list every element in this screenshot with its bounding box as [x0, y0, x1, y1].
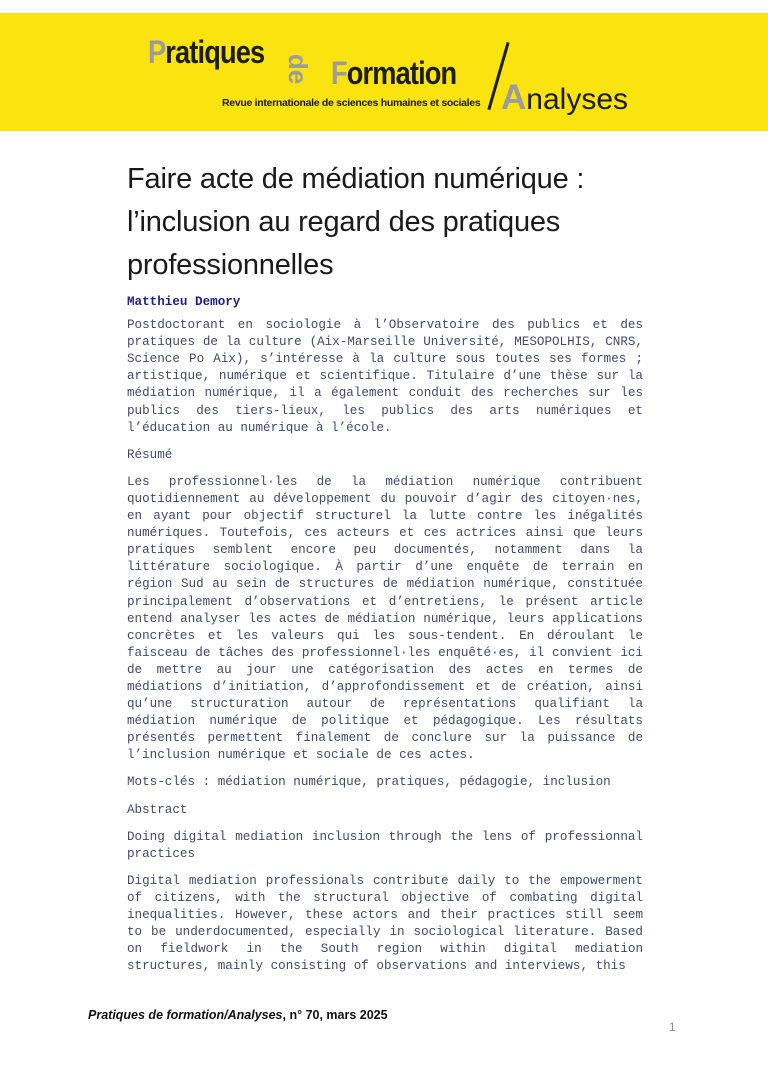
- logo-pratiques-initial: P: [148, 34, 166, 70]
- abstract-heading: Abstract: [127, 802, 188, 817]
- abstract-text: Digital mediation professionals contribute daily to the empowerment of citizens, with the structural objective of combating digital inequalities. However, these actors and their practices still seem to be underdocumented, especially in sociological literature. Based on fieldwork in the South region within digital mediation structures, mainly consisting of observations and interviews, this: [127, 873, 643, 974]
- logo-de-rotated: [283, 53, 315, 85]
- article-content: [127, 158, 643, 985]
- author-name: Matthieu Demory: [127, 295, 241, 309]
- footer-journal-name: Pratiques de formation/Analyses: [88, 1008, 283, 1022]
- logo-de-text: de: [283, 53, 314, 85]
- abstract-title: Doing digital mediation inclusion through the lens of professionnal practices: [127, 829, 643, 861]
- footer-issue-info: , n° 70, mars 2025: [282, 1008, 388, 1022]
- keywords-line: Mots-clés : médiation numérique, pratiques, pédagogie, inclusion: [127, 775, 611, 790]
- page-number: 1: [669, 1020, 676, 1034]
- resume-heading: Résumé: [127, 447, 173, 462]
- footer-journal-line: [88, 1008, 388, 1022]
- logo-analyses-initial: A: [501, 78, 527, 117]
- logo-analyses: [501, 80, 628, 115]
- logo-formation-rest: ormation: [346, 55, 457, 91]
- logo-pratiques-rest: ratiques: [165, 34, 265, 70]
- logo-formation-initial: F: [331, 55, 347, 91]
- logo-analyses-rest: nalyses: [526, 83, 628, 116]
- logo-formation: [331, 57, 456, 89]
- author-bio: Postdoctorant en sociologie à l’Observatoire des publics et des pratiques de la culture (Aix-Marseille Université, MESOPOLHIS, CNRS, Science Po Aix), s’intéresse à la culture sous toutes ses formes ; artistique, numérique et scientifique. Titulaire d’une thèse sur la médiation numérique, il a également conduit des recherches sur les publics des tiers-lieux, les publics des arts numériques et l’éducation au numérique à l’école.: [127, 318, 643, 435]
- journal-tagline: Revue internationale de sciences humaines et sociales: [222, 97, 481, 109]
- journal-banner: [0, 13, 768, 131]
- article-title: Faire acte de médiation numérique : l’inclusion au regard des pratiques professionnelles: [127, 163, 585, 281]
- logo-pratiques: [148, 36, 264, 68]
- resume-text: Les professionnel·les de la médiation numérique contribuent quotidiennement au développement du pouvoir d’agir des citoyen·nes, en ayant pour objectif structurel la lutte contre les inégalités numériques. Toutefois, ces acteurs et ces actrices ainsi que leurs pratiques semblent encore peu documentés, notamment dans la littérature sociologique. À partir d’une enquête de terrain en région Sud au sein de structures de médiation numérique, constituée principalement d’observations et d’entretiens, le présent article entend analyser les actes de médiation numérique, leurs applications concrètes et les valeurs qui les sous-tendent. En déroulant le faisceau de tâches des professionnel·les enquêté·es, il convient ici de mettre au jour une catégorisation des actes en termes de médiations d’initiation, d’approfondissement et de création, ainsi qu’une structuration autour de représentations qualifiant la médiation numérique de politique et pédagogique. Les résultats présentés permettent finalement de conclure sur la puissance de l’inclusion numérique et sociale de ces actes.: [127, 474, 643, 763]
